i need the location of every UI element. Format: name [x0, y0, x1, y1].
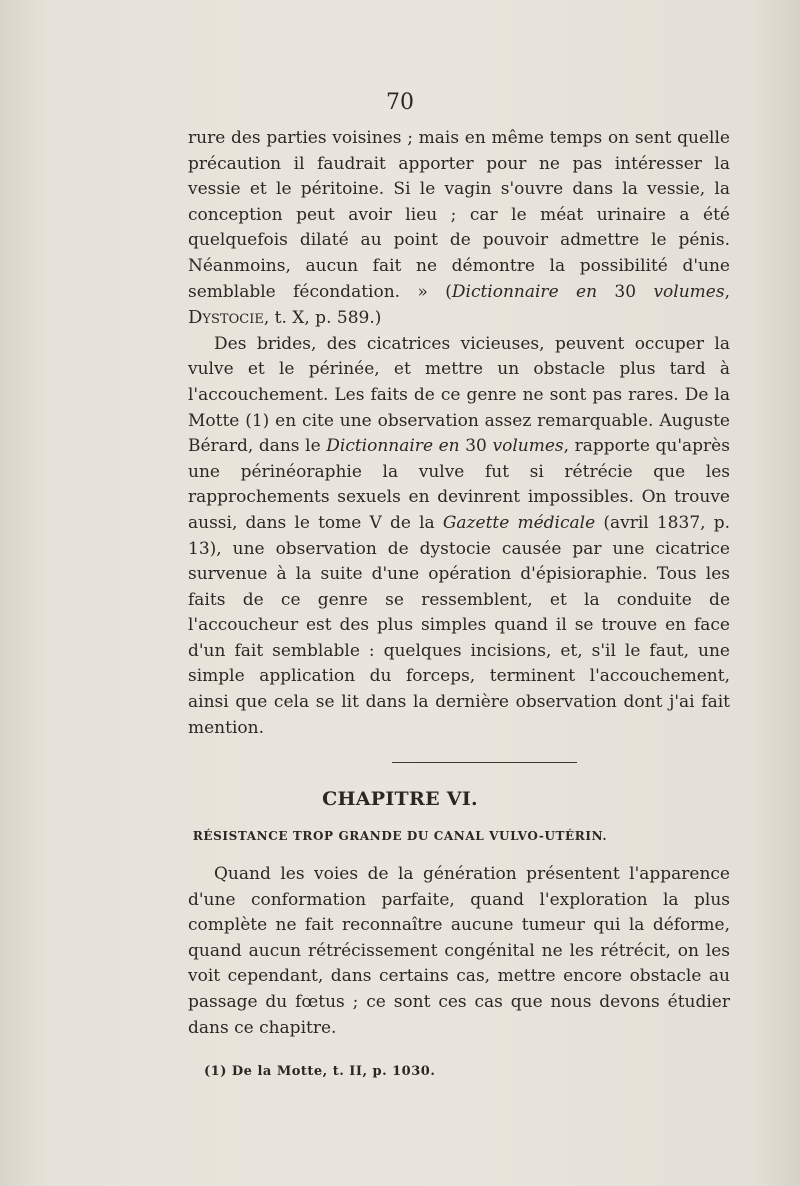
text-run: 30: [597, 281, 654, 302]
text-run: , rapporte qu'après une périnéoraphie la vulve fut si rétrécie que les rapprochements sexuels en devinrent impossibles. On trouve aussi, dans le tome V de la: [188, 436, 730, 533]
paragraph-brides: [188, 332, 730, 742]
text-run: rure des parties voisines ; mais en même temps on sent quelle précaution il faudrait apporter pour ne pas intéresser la vessie et le péritoine. Si le vagin s'ouvre dans la vessie, la conception peut avoir lieu ; car le méat urinaire a été quelquefois dilaté au point de pouvoir admettre le pénis. Néanmoins, aucun fait ne démontre la possibilité d'une semblable fécondation. » (: [188, 128, 730, 302]
text-run: Des brides, des cicatrices vicieuses, peuvent occuper la vulve et le périnée, et mettre un obstacle plus tard à l'accouchement. Les faits de ce genre ne sont pas rares. De la Motte (1) en cite une observation assez remarquable. Auguste Bérard, dans le: [188, 333, 730, 457]
body-text-upper: [188, 126, 730, 741]
chapter-title: CHAPITRE VI.: [322, 788, 478, 810]
paragraph-continuation: [188, 126, 730, 332]
text-run: , t. X, p. 589.): [263, 308, 382, 329]
citation-italic: Dictionnaire en: [451, 281, 598, 302]
citation-italic: Gazette médicale: [442, 512, 596, 533]
citation-italic: Dictionnaire en: [326, 436, 460, 457]
section-divider: [392, 762, 577, 763]
footnote: (1) De la Motte, t. II, p. 1030.: [204, 1064, 436, 1079]
text-run: (avril 1837, p. 13), une observation de dystocie causée par une cicatrice survenue à la suite d'une opération d'épisioraphie. Tous les faits de ce genre se ressemblent, et la conduite de l'accoucheur est des plus simples quand il se trouve en face d'un fait semblable : quelques incisions, et, s'il le faut, une simple application du forceps, terminent l'accouchement, ainsi que cela se lit dans la dernière observation dont j'ai fait mention.: [188, 512, 730, 738]
body-text-lower: [188, 862, 730, 1041]
citation-small-caps: Dystocie: [188, 307, 264, 329]
page-number: 70: [386, 90, 414, 115]
citation-italic: volumes: [653, 281, 725, 302]
chapter-subtitle: RÉSISTANCE TROP GRANDE DU CANAL VULVO-UTÉRIN.: [192, 829, 608, 843]
citation-italic: volumes: [492, 436, 564, 457]
paragraph-chapter-intro: Quand les voies de la génération présentent l'apparence d'une conformation parfaite, quand l'exploration la plus complète ne fait reconnaître aucune tumeur qui la déforme, quand aucun rétrécissement congénital ne les rétrécit, on les voit cependant, dans certains cas, mettre encore obstacle au passage du fœtus ; ce sont ces cas que nous devons étudier dans ce chapitre.: [188, 864, 730, 1038]
text-run: 30: [459, 436, 493, 457]
text-run: ,: [724, 281, 730, 302]
